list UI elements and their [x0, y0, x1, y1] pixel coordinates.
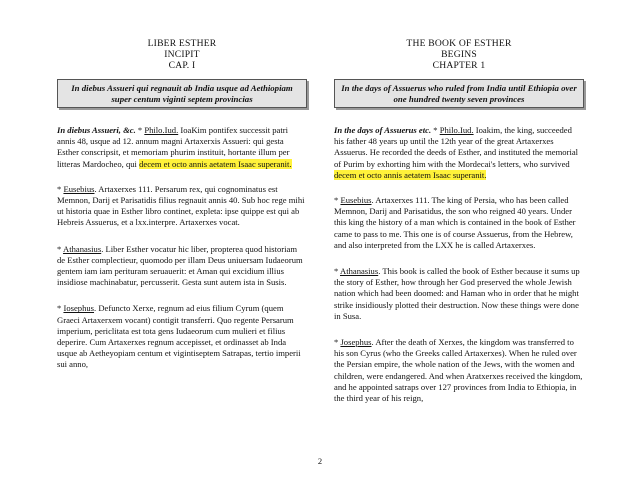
english-book-title: THE BOOK OF ESTHER [406, 38, 512, 49]
latin-incipit: INCIPIT [164, 49, 200, 60]
source-link-josephus[interactable]: Josephus [340, 337, 372, 348]
english-heading [334, 38, 584, 71]
source-link-eusebius[interactable]: Eusebius [63, 183, 95, 194]
english-paragraph-josephus: * Josephus. After the death of Xerxes, the kingdom was transferred to his son Cyrus (who the Greeks called Artaxerxes). When he ruled over the Persian empire, the whole nation of the Jews, with the women and children, were endangered. And when Aratxerxes received the kingdom, and he appointed satraps over 127 provinces from India to Ethiopia, in the third year of his reign, [334, 337, 583, 404]
source-link-athanasius[interactable]: Athanasius [339, 266, 379, 277]
latin-lead-text: In diebus Assueri, &c. [57, 125, 136, 135]
english-chapter: CHAPTER 1 [432, 60, 486, 71]
latin-heading [57, 38, 307, 71]
latin-paragraph-philo: In diebus Assueri, &c. * Philo.Iud. IoaKim pontifex successit patri annis 48, usque ad 12. annum magni Artaxerxis Assueri: qui gesta Esther conscripsit, et memoriam phurim instituit, hortante illum per litteras Mardocheo, qui decem et octo annis aetatem Isaac superanit. [57, 125, 292, 169]
latin-paragraph-eusebius: * Eusebius. Artaxerxes 111. Persarum rex, qui cognominatus est Memnon, Darij et Parisatidis filius regnauit annis 40. Sub hoc rege mihi ut historia quae in Esther libro continet, expleta: ipse quippe est qui ab Hebreis Assuerus, et a lxx.interpre. Artaxerxes vocat. [57, 183, 305, 228]
source-link-iosephus[interactable]: Iosephus [63, 303, 95, 314]
english-title-box: In the days of Assuerus who ruled from India until Ethiopia over one hundred twenty seven provinces [334, 79, 584, 108]
highlighted-text: decem et octo annis aetatem Isaac superanit. [334, 169, 487, 180]
source-link-athanasius[interactable]: Athanasius [62, 243, 102, 254]
english-paragraph-athanasius: * Athanasius. This book is called the book of Esther because it sums up the story of Esther, how through her God preserved the whole Jewish nation which had been doomed: and Haman who in order that he might strike insidiously plotted their destruction. Now these things were done in Susa. [334, 266, 580, 321]
latin-title-box: In diebus Assueri qui regnauit ab India usque ad Aethiopiam super centum viginti septem provincias [57, 79, 307, 108]
latin-column [57, 38, 307, 371]
english-paragraph-eusebius: * Eusebius. Artaxerxes 111. The king of Persia, who has been called Memnon, Darij and Parisatidus, the son who reigned 40 years. Under this king the history of a man which is contained in the book of Esther came to pass to me. This one is of course Assuerus, from the Hebrew, and also interpreted from the LXX he is called Artaxerxes. [334, 195, 576, 250]
latin-chapter: CAP. I [168, 60, 196, 71]
source-link-philo[interactable]: Philo.Iud. [439, 125, 474, 135]
english-begins: BEGINS [441, 49, 477, 60]
latin-paragraph-iosephus: * Iosephus. Defuncto Xerxe, regnum ad eius filium Cyrum (quem Graeci Artaxerxem vocant) contigit transferri. Quo regente Persarum imperium, periclitata est tota gens Iudaeorum cum mulieri et filius deperire. Cum Artaxerxes regnum accepisset, et ordinasset ab Inda usque ab Aetheyopiam centum et vigintiseptem Satrapas, tertio imperii sui anno, [57, 303, 301, 370]
latin-paragraph-athanasius: * Athanasius. Liber Esther vocatur hic liber, propterea quod historiam de Esther complectieur, quomodo per illam Deus uniuersam Iudaeorum gentem iam iam perituram seruauerit: et Aman qui excidium illius insidiose machinabatur, percusserit. Gesta sunt autem ista in Susis. [57, 243, 303, 288]
english-column [334, 38, 584, 404]
english-paragraph-philo: In the days of Assuerus etc. * Philo.Iud. Ioakim, the king, succeeded his father 48 years up until the 12th year of the great Artaxerxes Assuerus. He recorded the deeds of Esther, and instituted the memorial of Purim by exhorting him with the Mordecai's letters, who survived decem et octo annis aetatem Isaac superanit. [334, 125, 579, 180]
highlighted-text: decem et octo annis aetatem Isaac superanit. [139, 158, 292, 169]
english-lead-text: In the days of Assuerus etc. [334, 125, 432, 135]
page-number: 2 [317, 456, 323, 466]
latin-book-title: LIBER ESTHER [147, 38, 217, 49]
source-link-eusebius[interactable]: Eusebius [340, 195, 372, 206]
source-link-philo[interactable]: Philo.Iud. [144, 125, 179, 135]
